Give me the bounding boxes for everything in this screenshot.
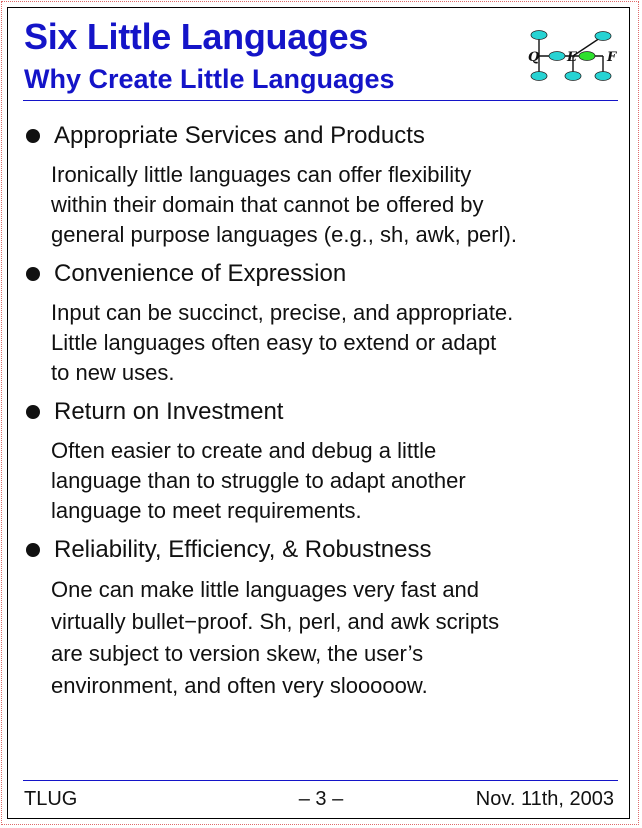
- slide-subtitle: Why Create Little Languages: [24, 64, 395, 94]
- item-heading-text: Return on Investment: [54, 398, 284, 425]
- item-text: Often easier to create and debug a little language than to struggle to adapt another language to meet requirements.: [51, 438, 466, 523]
- item-heading: [22, 394, 622, 430]
- bullet-icon: [26, 405, 40, 419]
- item-heading: [22, 118, 622, 154]
- page-number: – 3 –: [298, 788, 344, 810]
- slide-title: Six Little Languages: [24, 16, 369, 57]
- slide-body: [22, 118, 622, 702]
- footer-divider: [23, 780, 618, 781]
- item-heading-text: Convenience of Expression: [54, 260, 347, 287]
- list-item: [22, 118, 622, 250]
- footer-left: TLUG: [24, 788, 78, 810]
- item-heading-text: Appropriate Services and Products: [54, 122, 425, 149]
- logo-letter-e: E: [567, 50, 577, 65]
- item-text: Ironically little languages can offer flexibility within their domain that cannot be offered by general purpose languages (e.g., sh, awk, perl).: [51, 162, 517, 247]
- bullet-icon: [26, 129, 40, 143]
- bullet-icon: [26, 267, 40, 281]
- logo-letter-q: Q: [528, 50, 540, 65]
- item-heading: [22, 256, 622, 292]
- list-item: [22, 532, 622, 702]
- qef-logo-icon: [527, 26, 619, 88]
- item-text: Input can be succinct, precise, and appropriate. Little languages often easy to extend or adapt to new uses.: [51, 300, 514, 385]
- footer-date: Nov. 11th, 2003: [475, 788, 614, 810]
- list-item: [22, 394, 622, 526]
- header-divider: [23, 100, 618, 101]
- bullet-icon: [26, 543, 40, 557]
- list-item: [22, 256, 622, 388]
- logo-letter-f: F: [607, 50, 617, 65]
- item-heading-text: Reliability, Efficiency, & Robustness: [54, 536, 432, 563]
- item-text: One can make little languages very fast and virtually bullet−proof. Sh, perl, and awk scripts are subject to version skew, the user’s environment, and often very slooooow.: [51, 577, 500, 698]
- item-heading: [22, 532, 622, 568]
